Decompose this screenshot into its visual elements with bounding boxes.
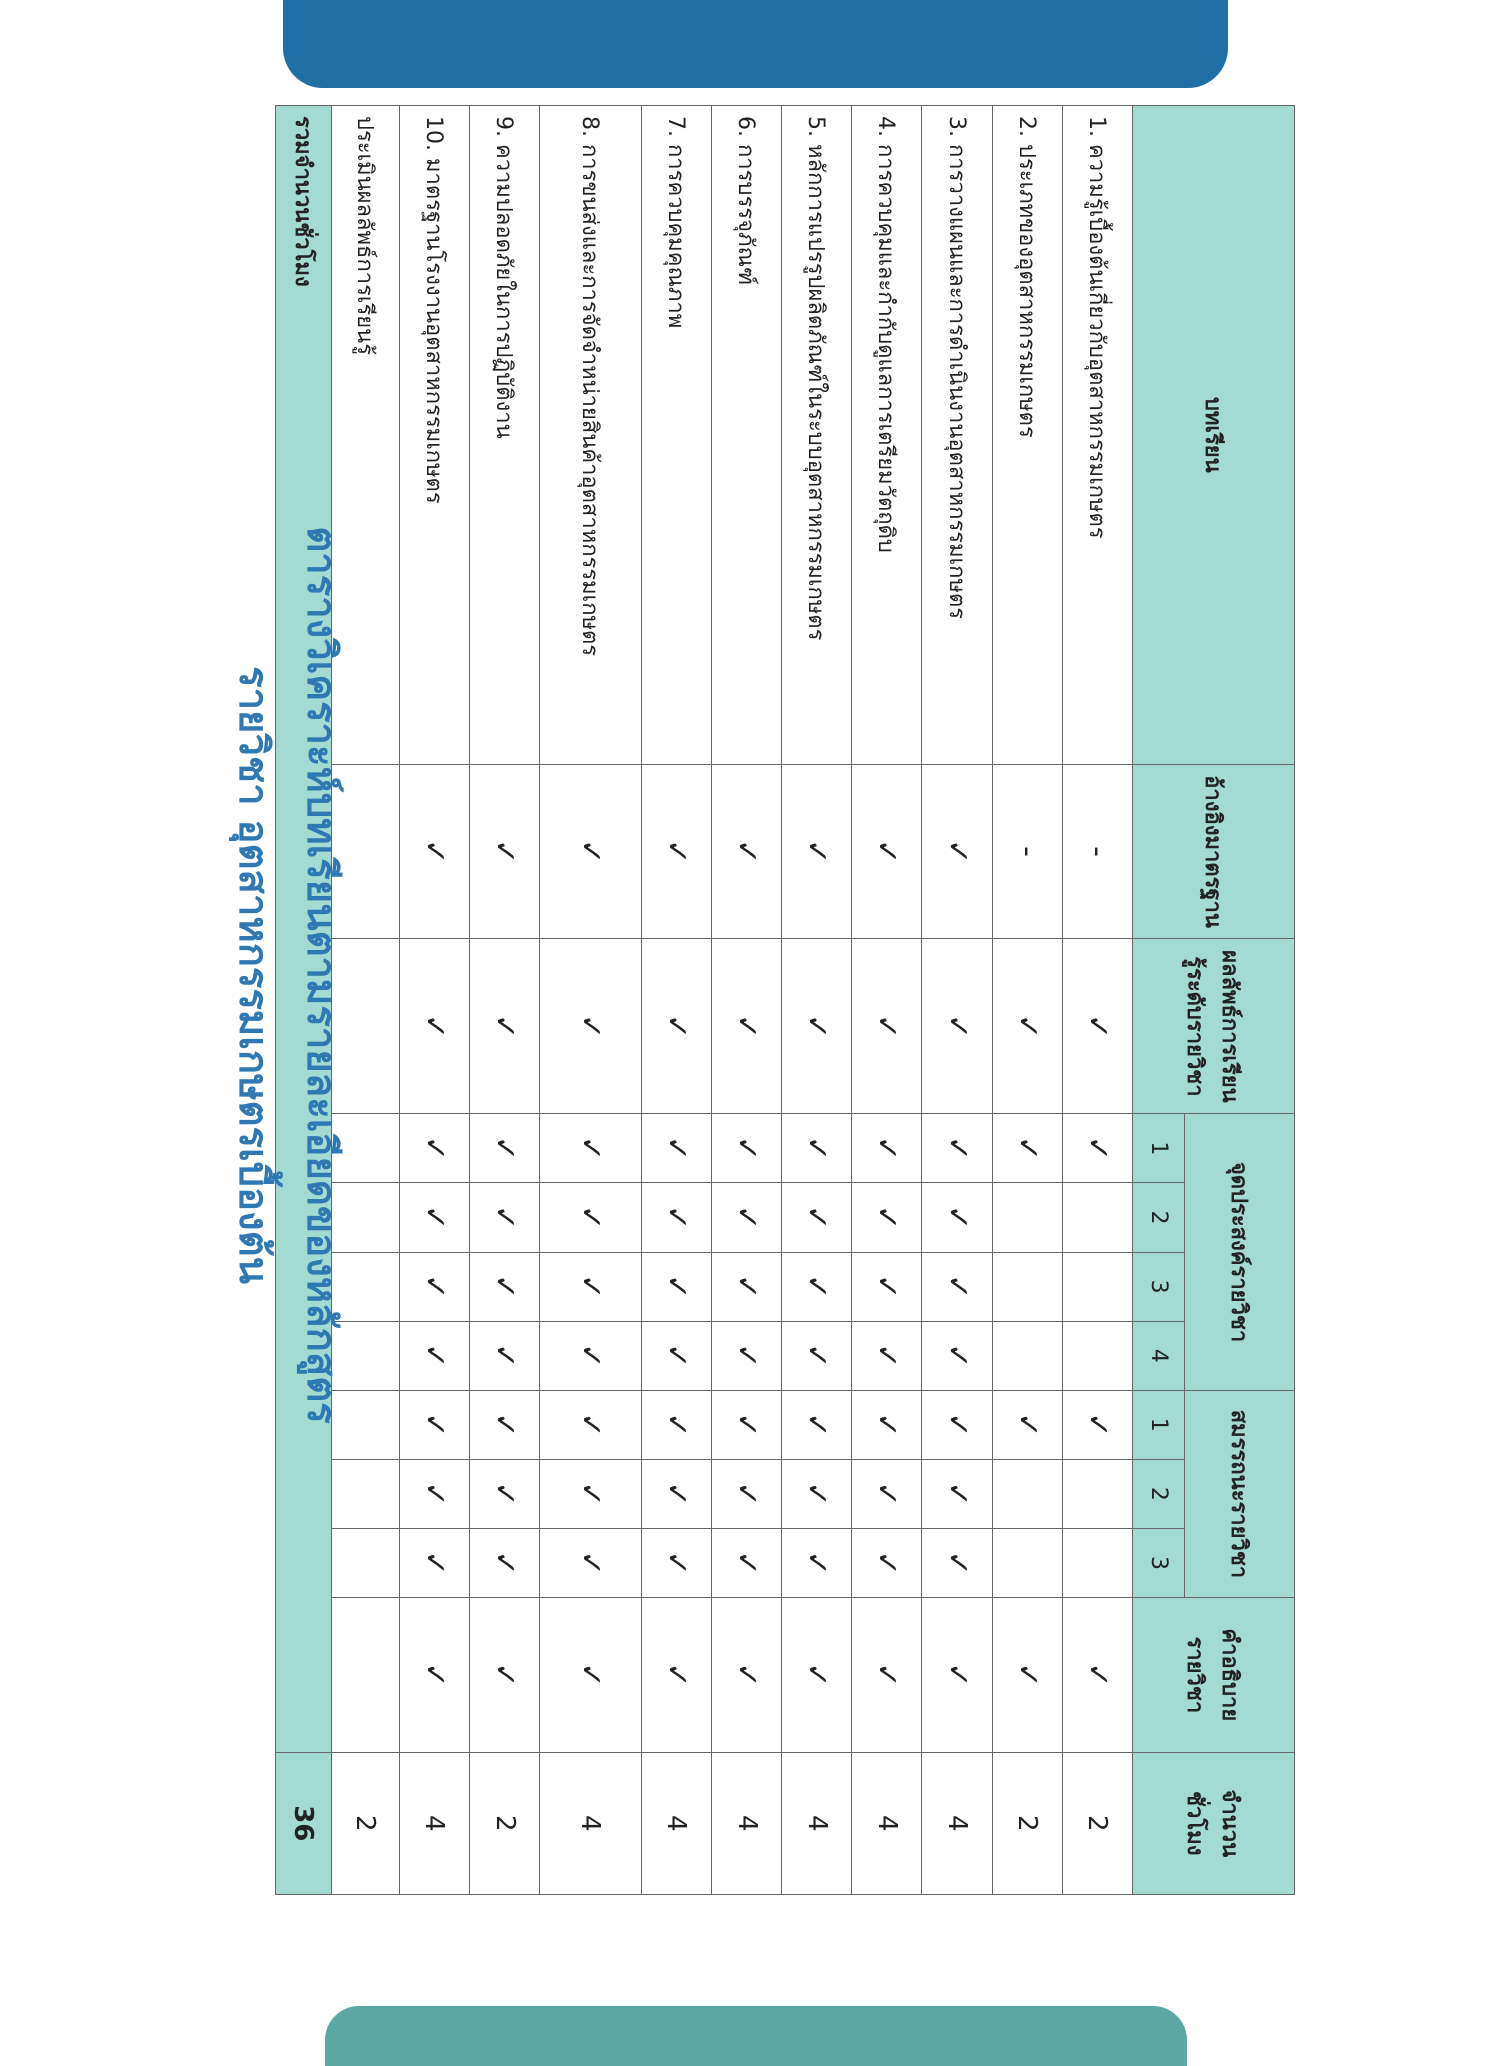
objective-3-cell: ✓: [540, 1252, 642, 1321]
objective-3-cell: ✓: [852, 1252, 922, 1321]
lesson-cell: 6. การบรรจุภัณฑ์: [711, 106, 781, 765]
outcome-cell: ✓: [399, 939, 469, 1114]
standard-cell: ✓: [922, 764, 992, 939]
header-description: คำอธิบายรายวิชา: [1133, 1598, 1295, 1753]
outcome-cell: ✓: [540, 939, 642, 1114]
objective-2-cell: [992, 1183, 1062, 1252]
standard-cell: ✓: [782, 764, 852, 939]
lesson-cell: 4. การควบคุมและกำกับดูแลการเตรียมวัตถุดิบ: [852, 106, 922, 765]
objective-2-cell: ✓: [641, 1183, 711, 1252]
objective-2-cell: [1062, 1183, 1132, 1252]
competency-1-cell: ✓: [992, 1390, 1062, 1459]
objective-number: 2: [1133, 1183, 1185, 1252]
objective-3-cell: ✓: [399, 1252, 469, 1321]
hours-cell: 4: [922, 1752, 992, 1894]
objective-3-cell: [992, 1252, 1062, 1321]
competency-3-cell: [992, 1528, 1062, 1597]
objective-number: 3: [1133, 1252, 1185, 1321]
header-outcome: ผลลัพธ์การเรียนรู้ระดับรายวิชา: [1133, 939, 1295, 1114]
objective-4-cell: [1062, 1321, 1132, 1390]
hours-cell: 4: [852, 1752, 922, 1894]
objective-3-cell: ✓: [922, 1252, 992, 1321]
objective-2-cell: ✓: [782, 1183, 852, 1252]
competency-2-cell: ✓: [399, 1459, 469, 1528]
objective-2-cell: ✓: [399, 1183, 469, 1252]
outcome-cell: ✓: [711, 939, 781, 1114]
objective-2-cell: ✓: [540, 1183, 642, 1252]
competency-1-cell: ✓: [1062, 1390, 1132, 1459]
objective-number: 4: [1133, 1321, 1185, 1390]
competency-2-cell: ✓: [641, 1459, 711, 1528]
objective-1-cell: ✓: [922, 1114, 992, 1183]
table-body: [332, 106, 1133, 1895]
page-subtitle: รายวิชา อุตสาหกรรมเกษตรเบื้องต้น: [230, 666, 276, 1284]
header-standard: อ้างอิงมาตรฐาน: [1133, 764, 1295, 939]
competency-2-cell: ✓: [470, 1459, 540, 1528]
description-cell: ✓: [852, 1598, 922, 1753]
competency-1-cell: ✓: [399, 1390, 469, 1459]
standard-cell: -: [992, 764, 1062, 939]
hours-cell: 4: [711, 1752, 781, 1894]
competency-1-cell: ✓: [470, 1390, 540, 1459]
lesson-cell: 1. ความรู้เบื้องต้นเกี่ยวกับอุตสาหกรรมเกษตร: [1062, 106, 1132, 765]
title-block: [219, 0, 355, 1950]
outcome-cell: ✓: [1062, 939, 1132, 1114]
objective-2-cell: ✓: [852, 1183, 922, 1252]
table-row: [470, 106, 540, 1895]
header-hours: จำนวนชั่วโมง: [1133, 1752, 1295, 1894]
hours-cell: 2: [1062, 1752, 1132, 1894]
objective-3-cell: [1062, 1252, 1132, 1321]
competency-3-cell: ✓: [922, 1528, 992, 1597]
standard-cell: ✓: [540, 764, 642, 939]
header-objectives: จุดประสงค์รายวิชา: [1185, 1114, 1295, 1390]
competency-2-cell: ✓: [540, 1459, 642, 1528]
competency-1-cell: ✓: [641, 1390, 711, 1459]
outcome-cell: ✓: [992, 939, 1062, 1114]
objective-4-cell: ✓: [641, 1321, 711, 1390]
outcome-cell: ✓: [641, 939, 711, 1114]
total-hours: 36: [276, 1752, 332, 1894]
description-cell: ✓: [992, 1598, 1062, 1753]
competency-number: 2: [1133, 1459, 1185, 1528]
objective-4-cell: ✓: [922, 1321, 992, 1390]
objective-3-cell: ✓: [470, 1252, 540, 1321]
competency-3-cell: ✓: [782, 1528, 852, 1597]
competency-2-cell: ✓: [922, 1459, 992, 1528]
objective-1-cell: ✓: [470, 1114, 540, 1183]
description-cell: ✓: [711, 1598, 781, 1753]
competency-1-cell: ✓: [852, 1390, 922, 1459]
lesson-cell: 3. การวางแผนและการดำเนินงานอุตสาหกรรมเกษตร: [922, 106, 992, 765]
competency-2-cell: ✓: [782, 1459, 852, 1528]
description-cell: ✓: [922, 1598, 992, 1753]
objective-2-cell: ✓: [711, 1183, 781, 1252]
lesson-analysis-table: [275, 105, 1295, 1895]
competency-3-cell: ✓: [641, 1528, 711, 1597]
outcome-cell: ✓: [470, 939, 540, 1114]
objective-4-cell: ✓: [399, 1321, 469, 1390]
outcome-cell: ✓: [782, 939, 852, 1114]
description-cell: ✓: [782, 1598, 852, 1753]
standard-cell: ✓: [399, 764, 469, 939]
objective-1-cell: ✓: [399, 1114, 469, 1183]
hours-cell: 2: [332, 1752, 400, 1894]
description-cell: ✓: [1062, 1598, 1132, 1753]
bottom-decorative-band: [325, 2006, 1187, 2066]
objective-4-cell: [992, 1321, 1062, 1390]
competency-2-cell: ✓: [852, 1459, 922, 1528]
objective-2-cell: ✓: [470, 1183, 540, 1252]
objective-number: 1: [1133, 1114, 1185, 1183]
lesson-cell: ประเมินผลลัพธ์การเรียนรู้: [332, 106, 400, 765]
objective-1-cell: ✓: [711, 1114, 781, 1183]
table-row: [992, 106, 1062, 1895]
competency-number: 3: [1133, 1528, 1185, 1597]
table-row: [540, 106, 642, 1895]
lesson-cell: 8. การขนส่งและการจัดจำหน่ายสินค้าอุตสาหกรรมเกษตร: [540, 106, 642, 765]
header-competency: สมรรถนะรายวิชา: [1185, 1390, 1295, 1597]
lesson-cell: 7. การควบคุมคุณภาพ: [641, 106, 711, 765]
table-row: [399, 106, 469, 1895]
objective-1-cell: ✓: [1062, 1114, 1132, 1183]
table-row: [641, 106, 711, 1895]
objective-3-cell: ✓: [711, 1252, 781, 1321]
objective-4-cell: ✓: [470, 1321, 540, 1390]
hours-cell: 4: [782, 1752, 852, 1894]
description-cell: ✓: [540, 1598, 642, 1753]
competency-1-cell: ✓: [711, 1390, 781, 1459]
table-row: [711, 106, 781, 1895]
objective-3-cell: ✓: [782, 1252, 852, 1321]
competency-2-cell: [1062, 1459, 1132, 1528]
lesson-cell: 9. ความปลอดภัยในการปฏิบัติงาน: [470, 106, 540, 765]
objective-1-cell: ✓: [641, 1114, 711, 1183]
objective-1-cell: ✓: [540, 1114, 642, 1183]
description-cell: ✓: [641, 1598, 711, 1753]
objective-4-cell: ✓: [711, 1321, 781, 1390]
total-label: รวมจำนวนชั่วโมง: [276, 106, 332, 1753]
competency-1-cell: ✓: [922, 1390, 992, 1459]
standard-cell: ✓: [852, 764, 922, 939]
hours-cell: 4: [641, 1752, 711, 1894]
header-lesson: บทเรียน: [1133, 106, 1295, 765]
lesson-cell: 5. หลักการแปรรูปผลิตภัณฑ์ในระบบอุตสาหกรรมเกษตร: [782, 106, 852, 765]
lesson-cell: 10. มาตรฐานโรงงานอุตสาหกรรมเกษตร: [399, 106, 469, 765]
objective-4-cell: ✓: [782, 1321, 852, 1390]
objective-1-cell: ✓: [852, 1114, 922, 1183]
objective-1-cell: ✓: [992, 1114, 1062, 1183]
table-row: [922, 106, 992, 1895]
page-title: ตารางวิเคราะห์บทเรียนตามรายละเอียดของหลักสูตร: [298, 526, 344, 1424]
outcome-cell: ✓: [852, 939, 922, 1114]
lesson-cell: 2. ประเภทของอุตสาหกรรมเกษตร: [992, 106, 1062, 765]
objective-4-cell: ✓: [852, 1321, 922, 1390]
objective-4-cell: ✓: [540, 1321, 642, 1390]
outcome-cell: ✓: [922, 939, 992, 1114]
competency-3-cell: ✓: [399, 1528, 469, 1597]
standard-cell: -: [1062, 764, 1132, 939]
description-cell: ✓: [399, 1598, 469, 1753]
standard-cell: ✓: [711, 764, 781, 939]
table-row: [1062, 106, 1132, 1895]
rotated-page-content: [5, 0, 1465, 1950]
competency-3-cell: ✓: [711, 1528, 781, 1597]
hours-cell: 2: [470, 1752, 540, 1894]
competency-number: 1: [1133, 1390, 1185, 1459]
table-row: [852, 106, 922, 1895]
competency-1-cell: ✓: [540, 1390, 642, 1459]
hours-cell: 4: [399, 1752, 469, 1894]
competency-3-cell: ✓: [470, 1528, 540, 1597]
standard-cell: ✓: [470, 764, 540, 939]
objective-1-cell: ✓: [782, 1114, 852, 1183]
competency-2-cell: ✓: [711, 1459, 781, 1528]
table-row: [782, 106, 852, 1895]
description-cell: ✓: [470, 1598, 540, 1753]
hours-cell: 2: [992, 1752, 1062, 1894]
competency-1-cell: ✓: [782, 1390, 852, 1459]
competency-3-cell: ✓: [540, 1528, 642, 1597]
competency-3-cell: ✓: [852, 1528, 922, 1597]
competency-3-cell: [1062, 1528, 1132, 1597]
standard-cell: ✓: [641, 764, 711, 939]
competency-2-cell: [992, 1459, 1062, 1528]
hours-cell: 4: [540, 1752, 642, 1894]
objective-3-cell: ✓: [641, 1252, 711, 1321]
objective-2-cell: ✓: [922, 1183, 992, 1252]
